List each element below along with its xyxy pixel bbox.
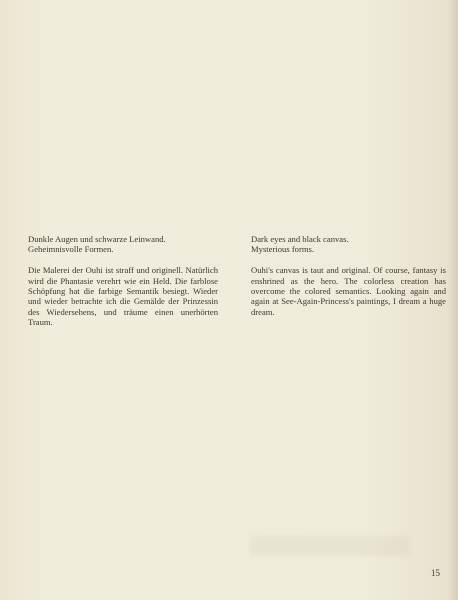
show-through-text [250,536,410,556]
german-text-column [28,234,218,338]
english-body-paragraph: Ouhi's canvas is taut and original. Of course, fantasy is enshrined as the hero. The colorless creation has overcome the colored semantics. Looking again and again at See-Again-Princess's paintings, I dream a huge dream. [251,265,446,317]
english-text-column [251,234,446,328]
english-heading-line2: Mysterious forms. [251,244,315,255]
page-edge-shadow [448,0,458,600]
english-heading-line1: Dark eyes and black canvas. [251,234,349,244]
page-number: 15 [431,568,440,578]
german-heading-line2: Geheimnisvolle Formen. [28,244,114,255]
german-body-paragraph: Die Malerei der Ouhi ist straff und originell. Natürlich wird die Phantasie verehrt wie ein Held. Die farblose Schöpfung hat die farbige Semantik besiegt. Wieder und wieder betrachte ich die Gemälde der Prinzessin des Wiedersehens, und träume einen unerhörten Traum. [28,265,218,328]
german-heading-line1: Dunkle Augen und schwarze Leinwand. [28,234,166,244]
